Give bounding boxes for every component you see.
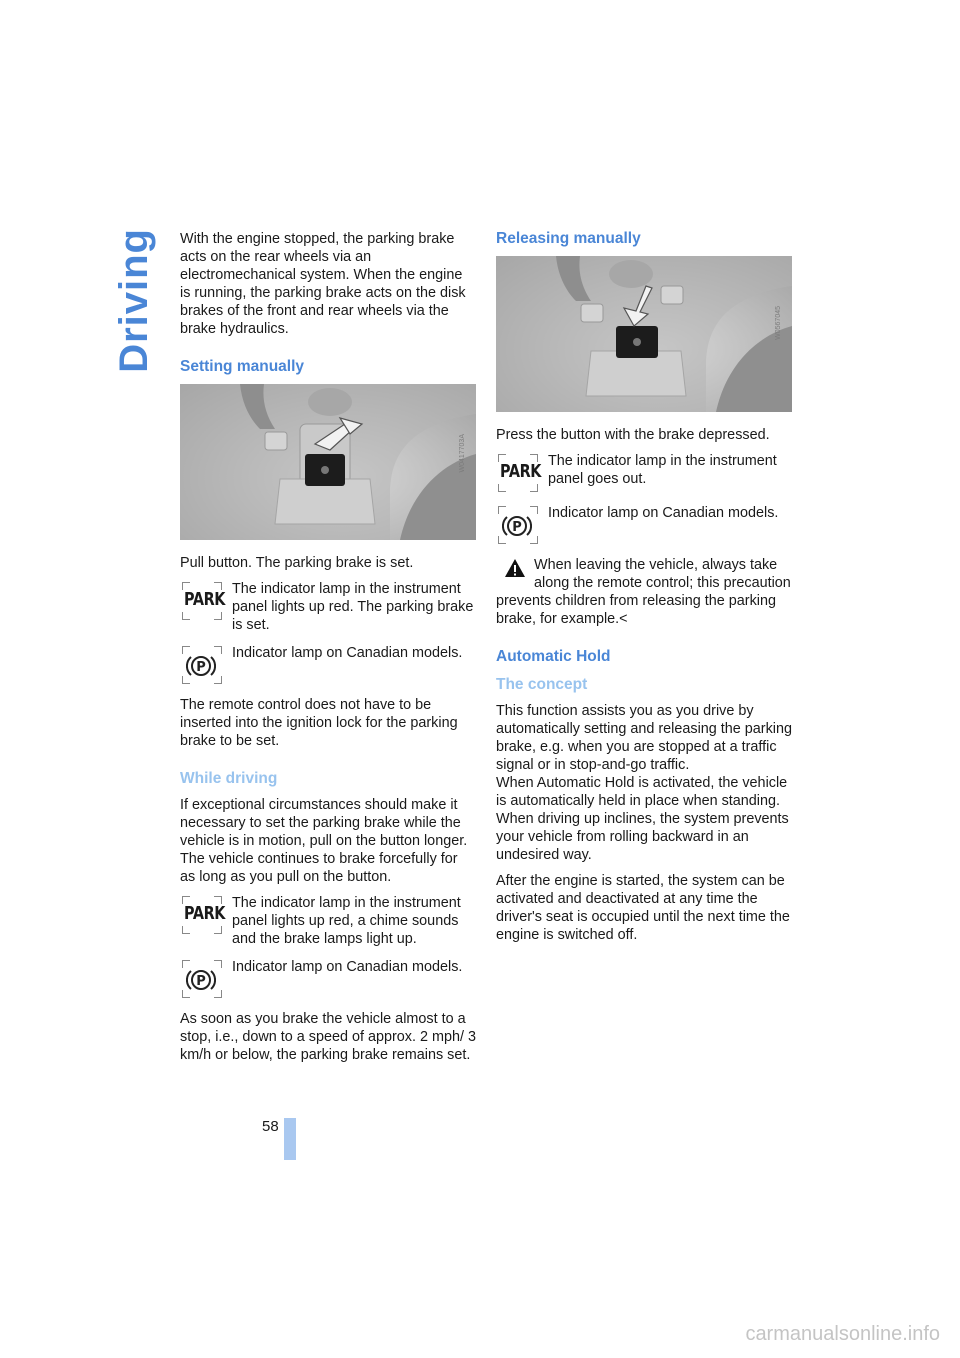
indicator-canada-text: Indicator lamp on Canadian models. (232, 959, 463, 975)
press-button-text: Press the button with the brake depressed. (496, 427, 770, 443)
photo-code: W0417703A (459, 434, 466, 473)
photo-code: W0567045 (775, 306, 782, 340)
concept-text-4: After the engine is started, the system can be activated and deactivated at any time the driver's seat is occupied until the next time the engine is switched off. (496, 873, 790, 943)
park-indicator-icon: PARK (180, 580, 230, 622)
while-driving-text: If exceptional circumstances should make it necessary to set the parking brake while the vehicle is in motion, pull on the button longer. The vehicle continues to brake forcefully for as long as you pull on the button. (180, 797, 468, 885)
indicator-canada-driving (180, 958, 476, 1000)
side-title: Driving (112, 228, 156, 373)
park-indicator-icon: PARK (496, 452, 546, 494)
indicator-park-release (496, 452, 792, 494)
canada-p-indicator-icon (496, 504, 546, 546)
canada-p-indicator-icon (180, 644, 230, 686)
indicator-text: The indicator lamp in the instrument panel goes out. (548, 453, 777, 487)
svg-text:P: P (196, 660, 206, 675)
footer-watermark: carmanualsonline.info (745, 1323, 940, 1345)
warning-note (496, 556, 792, 628)
setting-manually-heading: Setting manually (180, 358, 305, 375)
releasing-manually-heading: Releasing manually (496, 230, 641, 247)
left-column (180, 230, 476, 1072)
intro-paragraph: With the engine stopped, the parking brake acts on the rear wheels via an electromechanical system. When the engine is running, the parking brake acts on the disk brakes of the front and rear wheels via the brake hydraulics. (180, 231, 466, 337)
indicator-canada-text: Indicator lamp on Canadian models. (232, 645, 463, 661)
concept-text-3: When driving up inclines, the system prevents your vehicle from rolling backward in an undesired way. (496, 811, 789, 863)
indicator-text: The indicator lamp in the instrument panel lights up red. The parking brake is set. (232, 581, 474, 633)
indicator-park-set (180, 580, 476, 634)
concept-heading: The concept (496, 676, 588, 693)
park-indicator-icon: PARK (180, 894, 230, 936)
warning-text: When leaving the vehicle, always take along the remote control; this precaution prevents children from releasing the parking brake, for example.< (496, 557, 791, 627)
warning-triangle-icon (504, 558, 526, 578)
speed-text: As soon as you brake the vehicle almost to a stop, i.e., down to a speed of approx. 2 mph/ 3 km/h or below, the parking brake remains set. (180, 1011, 476, 1063)
automatic-hold-heading: Automatic Hold (496, 648, 611, 665)
indicator-park-driving (180, 894, 476, 948)
remote-control-text: The remote control does not have to be inserted into the ignition lock for the parking brake to be set. (180, 697, 458, 749)
releasing-photo (496, 256, 792, 412)
page-number: 58 (262, 1118, 279, 1135)
console-illustration-set (180, 384, 476, 540)
while-driving-heading: While driving (180, 770, 278, 787)
canada-p-indicator-icon (180, 958, 230, 1000)
indicator-canada-set (180, 644, 476, 686)
concept-text-1: This function assists you as you drive by automatically setting and releasing the parking brake, e.g. when you are stopped at a traffic signal or in stop-and-go traffic. (496, 703, 792, 773)
right-column (496, 230, 792, 952)
indicator-canada-text: Indicator lamp on Canadian models. (548, 505, 779, 521)
indicator-canada-release (496, 504, 792, 546)
svg-text:P: P (512, 520, 522, 535)
svg-text:P: P (196, 974, 206, 989)
setting-photo (180, 384, 476, 540)
console-illustration-release (496, 256, 792, 412)
page-number-bar (284, 1118, 296, 1160)
indicator-text: The indicator lamp in the instrument panel lights up red, a chime sounds and the brake lamps light up. (232, 895, 461, 947)
concept-text-2: When Automatic Hold is activated, the vehicle is automatically held in place when standing. (496, 775, 788, 809)
pull-button-text: Pull button. The parking brake is set. (180, 555, 414, 571)
